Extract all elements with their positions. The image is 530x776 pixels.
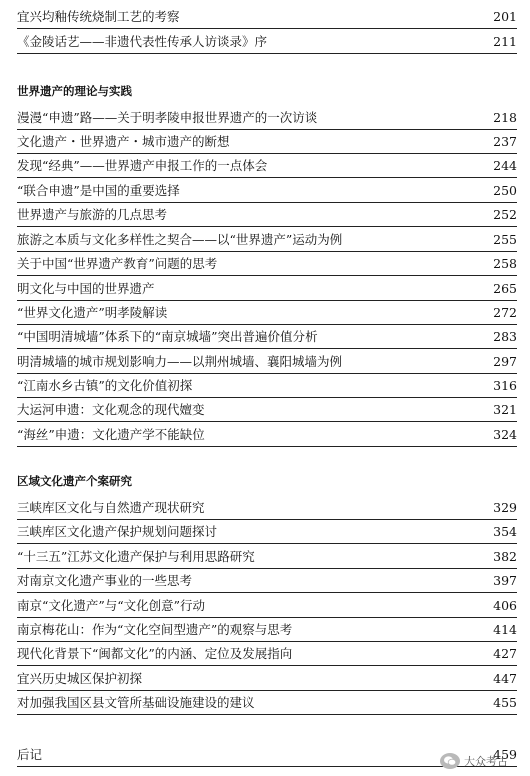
toc-entry-page: 255 (493, 232, 517, 247)
toc-entry-page: 250 (493, 183, 517, 198)
toc-entry-title: 漫漫“申遗”路——关于明孝陵申报世界遗产的一次访谈 (17, 110, 318, 125)
toc-entry (17, 595, 517, 618)
toc-entry-page: 265 (493, 281, 517, 296)
toc-entry (17, 229, 517, 252)
toc-entry (17, 204, 517, 227)
toc-entry-page: 283 (493, 329, 517, 344)
toc-entry (17, 302, 517, 325)
toc-entry-title: 对加强我国区县文管所基础设施建设的建议 (17, 695, 255, 710)
toc-entry-page: 459 (493, 747, 517, 762)
toc-entry-page: 297 (493, 354, 517, 369)
toc-entry-title: 后记 (17, 747, 43, 762)
watermark (440, 748, 528, 774)
toc-entry (17, 692, 517, 715)
toc-entry (17, 351, 517, 374)
toc-entry-page: 397 (493, 573, 517, 588)
watermark-text: 大众考古 (464, 755, 508, 768)
toc-entry-page: 316 (493, 378, 517, 393)
toc-entry-page: 244 (493, 158, 517, 173)
toc-entry-page: 218 (493, 110, 517, 125)
toc-entry-title: “联合申遗”是中国的重要选择 (17, 183, 180, 198)
toc-entry (17, 619, 517, 642)
toc-entry (17, 399, 517, 422)
toc-entry-page: 258 (493, 256, 517, 271)
toc-entry-title: 宜兴均釉传统烧制工艺的考察 (17, 9, 180, 24)
toc-entry (17, 6, 517, 29)
toc-entry-title: “江南水乡古镇”的文化价值初探 (17, 378, 193, 393)
toc-entry (17, 155, 517, 178)
toc-entry-title: 南京“文化遗产”与“文化创意”行动 (17, 598, 206, 613)
toc-entry-page: 329 (493, 500, 517, 515)
section-heading: 区域文化遗产个案研究 (17, 474, 132, 488)
toc-entry-title: 三峡库区文化与自然遗产现状研究 (17, 500, 205, 515)
toc-entry-page: 414 (493, 622, 517, 637)
toc-entry (17, 253, 517, 276)
toc-entry (17, 131, 517, 154)
toc-entry-page: 354 (493, 524, 517, 539)
toc-entry-title: “世界文化遗产”明孝陵解读 (17, 305, 168, 320)
toc-entry-page: 447 (493, 671, 517, 686)
toc-entry (17, 424, 517, 447)
toc-entry-title: 宜兴历史城区保护初探 (17, 671, 143, 686)
toc-entry (17, 546, 517, 569)
toc-entry-title: 世界遗产与旅游的几点思考 (17, 207, 168, 222)
toc-entry-page: 321 (493, 402, 517, 417)
toc-entry-title: 南京梅花山：作为“文化空间型遗产”的观察与思考 (17, 622, 293, 637)
toc-entry-title: 《金陵话艺——非遗代表性传承人访谈录》序 (17, 34, 268, 49)
toc-entry (17, 107, 517, 130)
toc-entry-page: 252 (493, 207, 517, 222)
toc-entry (17, 326, 517, 349)
toc-entry-title: 对南京文化遗产事业的一些思考 (17, 573, 193, 588)
toc-entry (17, 278, 517, 301)
toc-entry (17, 31, 517, 54)
toc-entry-title: “十三五”江苏文化遗产保护与利用思路研究 (17, 549, 255, 564)
toc-entry-title: 发现“经典”——世界遗产申报工作的一点体会 (17, 158, 268, 173)
toc-entry (17, 521, 517, 544)
toc-entry (17, 570, 517, 593)
toc-entry-page: 382 (493, 549, 517, 564)
toc-entry-page: 427 (493, 646, 517, 661)
toc-entry (17, 668, 517, 691)
toc-entry-page: 211 (493, 34, 517, 49)
toc-entry-title: 三峡库区文化遗产保护规划问题探讨 (17, 524, 218, 539)
toc-entry-title: “中国明清城墙”体系下的“南京城墙”突出普遍价值分析 (17, 329, 318, 344)
toc-entry (17, 497, 517, 520)
section-heading: 世界遗产的理论与实践 (17, 84, 132, 98)
toc-entry (17, 643, 517, 666)
toc-entry-page: 406 (493, 598, 517, 613)
toc-entry-page: 324 (493, 427, 517, 442)
toc-entry (17, 375, 517, 398)
toc-entry-title: 关于中国“世界遗产教育”问题的思考 (17, 256, 218, 271)
toc-entry-title: 明清城墙的城市规划影响力——以荆州城墙、襄阳城墙为例 (17, 354, 343, 369)
toc-entry-title: 明文化与中国的世界遗产 (17, 281, 155, 296)
toc-entry-page: 201 (493, 9, 517, 24)
toc-entry-page: 455 (493, 695, 517, 710)
toc-entry-title: 文化遗产・世界遗产・城市遗产的断想 (17, 134, 230, 149)
toc-entry-title: 现代化背景下“闽都文化”的内涵、定位及发展指向 (17, 646, 293, 661)
toc-entry-title: 旅游之本质与文化多样性之契合——以“世界遗产”运动为例 (17, 232, 343, 247)
toc-entry (17, 180, 517, 203)
toc-entry-page: 237 (493, 134, 517, 149)
toc-entry-title: 大运河申遗：文化观念的现代嬗变 (17, 402, 205, 417)
wechat-icon (440, 753, 460, 769)
toc-entry-title: “海丝”申遗：文化遗产学不能缺位 (17, 427, 205, 442)
toc-entry-page: 272 (493, 305, 517, 320)
